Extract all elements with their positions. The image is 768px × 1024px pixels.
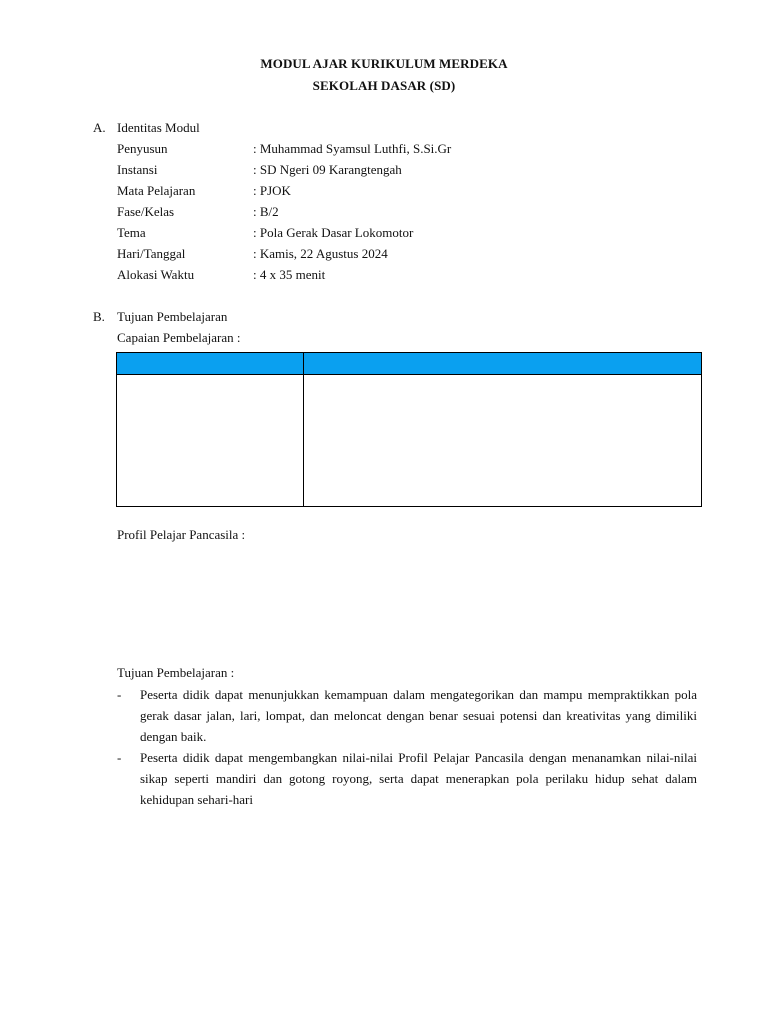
identity-value: : 4 x 35 menit <box>253 267 326 282</box>
identity-row-mata-pelajaran <box>117 183 717 203</box>
section-a-label: A. <box>93 120 106 135</box>
section-b-label: B. <box>93 309 105 324</box>
list-item <box>117 684 697 748</box>
bullet-dash: - <box>117 687 122 702</box>
identity-key: Tema <box>117 225 146 240</box>
identity-row-tema <box>117 225 717 245</box>
document-subtitle: SEKOLAH DASAR (SD) <box>312 78 456 93</box>
bullet-text: Peserta didik dapat menunjukkan kemampuan dalam mengategorikan dan mampu mempraktikkan pola gerak dasar jalan, lari, lompat, dan meloncat dengan benar sesuai potensi dan kreativitas yang dimiliki dengan baik. <box>140 687 697 744</box>
list-item <box>117 747 697 811</box>
bullet-text: Peserta didik dapat mengembangkan nilai-nilai Profil Pelajar Pancasila dengan menanamkan nilai-nilai sikap seperti mandiri dan gotong royong, serta dapat menerapkan pola perilaku hidup sehat dalam kehidupan sehari-hari <box>140 750 697 807</box>
document-title: MODUL AJAR KURIKULUM MERDEKA <box>260 56 508 71</box>
identity-row-penyusun <box>117 141 717 161</box>
identity-value: : Muhammad Syamsul Luthfi, S.Si.Gr <box>253 141 452 156</box>
identity-key: Penyusun <box>117 141 168 156</box>
identity-key: Hari/Tanggal <box>117 246 186 261</box>
identity-key: Instansi <box>117 162 158 177</box>
identity-value: : Pola Gerak Dasar Lokomotor <box>253 225 414 240</box>
profil-pelajar-pancasila-label: Profil Pelajar Pancasila : <box>117 527 246 542</box>
identity-row-alokasi-waktu <box>117 267 717 287</box>
capaian-pembelajaran-table <box>116 352 702 507</box>
identity-value: : B/2 <box>253 204 279 219</box>
table-column-divider <box>303 353 304 506</box>
capaian-pembelajaran-label: Capaian Pembelajaran : <box>117 330 241 345</box>
identity-row-instansi <box>117 162 717 182</box>
identity-value: : SD Ngeri 09 Karangtengah <box>253 162 402 177</box>
identity-key: Alokasi Waktu <box>117 267 195 282</box>
section-a-title: Identitas Modul <box>117 120 200 135</box>
section-b-title: Tujuan Pembelajaran <box>117 309 228 324</box>
bullet-dash: - <box>117 750 122 765</box>
tujuan-pembelajaran-label: Tujuan Pembelajaran : <box>117 665 235 680</box>
identity-key: Mata Pelajaran <box>117 183 196 198</box>
identity-key: Fase/Kelas <box>117 204 175 219</box>
table-header-row <box>117 353 701 375</box>
identity-value: : PJOK <box>253 183 291 198</box>
identity-row-hari-tanggal <box>117 246 717 266</box>
identity-row-fase-kelas <box>117 204 717 224</box>
identity-value: : Kamis, 22 Agustus 2024 <box>253 246 388 261</box>
